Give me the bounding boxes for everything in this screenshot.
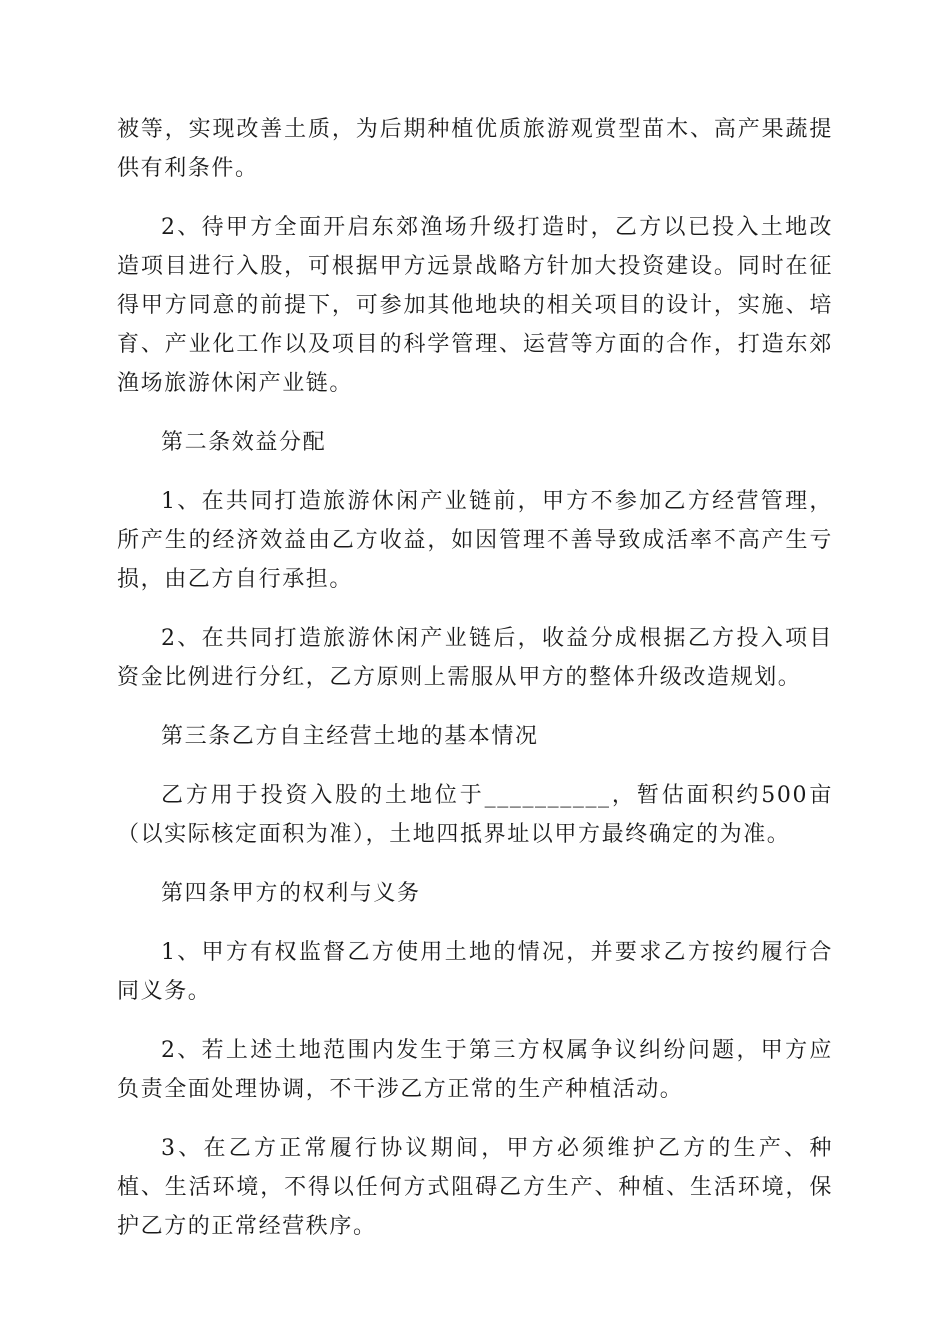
paragraph-benefit-2: 2、在共同打造旅游休闲产业链后，收益分成根据乙方投入项目资金比例进行分红，乙方原则上需服从甲方的整体升级改造规划。 [117, 626, 833, 690]
paragraph-benefit-1: 1、在共同打造旅游休闲产业链前，甲方不参加乙方经营管理，所产生的经济效益由乙方收益，如因管理不善导致成活率不高产生亏损，由乙方自行承担。 [117, 489, 833, 592]
section-heading-article-3: 第三条乙方自主经营土地的基本情况 [161, 724, 539, 749]
document-body [117, 110, 833, 1266]
paragraph-clause-2: 2、待甲方全面开启东郊渔场升级打造时，乙方以已投入土地改造项目进行入股，可根据甲方远景战略方针加大投资建设。同时在征得甲方同意的前提下，可参加其他地块的相关项目的设计，实施、培育、产业化工作以及项目的科学管理、运营等方面的合作，打造东郊渔场旅游休闲产业链。 [117, 215, 833, 396]
section-heading-article-2: 第二条效益分配 [161, 430, 327, 455]
paragraph-rights-3: 3、在乙方正常履行协议期间，甲方必须维护乙方的生产、种植、生活环境，不得以任何方式阻碍乙方生产、种植、生活环境，保护乙方的正常经营秩序。 [117, 1136, 833, 1239]
paragraph-land-info: 乙方用于投资入股的土地位于__________，暂估面积约500亩（以实际核定面积为准），土地四抵界址以甲方最终确定的为准。 [117, 783, 833, 847]
paragraph-rights-2: 2、若上述土地范围内发生于第三方权属争议纠纷问题，甲方应负责全面处理协调，不干涉乙方正常的生产种植活动。 [117, 1038, 833, 1102]
section-heading-article-4: 第四条甲方的权利与义务 [161, 881, 421, 906]
paragraph-continuation: 被等，实现改善土质，为后期种植优质旅游观赏型苗木、高产果蔬提供有利条件。 [117, 117, 833, 181]
paragraph-rights-1: 1、甲方有权监督乙方使用土地的情况，并要求乙方按约履行合同义务。 [117, 940, 833, 1004]
